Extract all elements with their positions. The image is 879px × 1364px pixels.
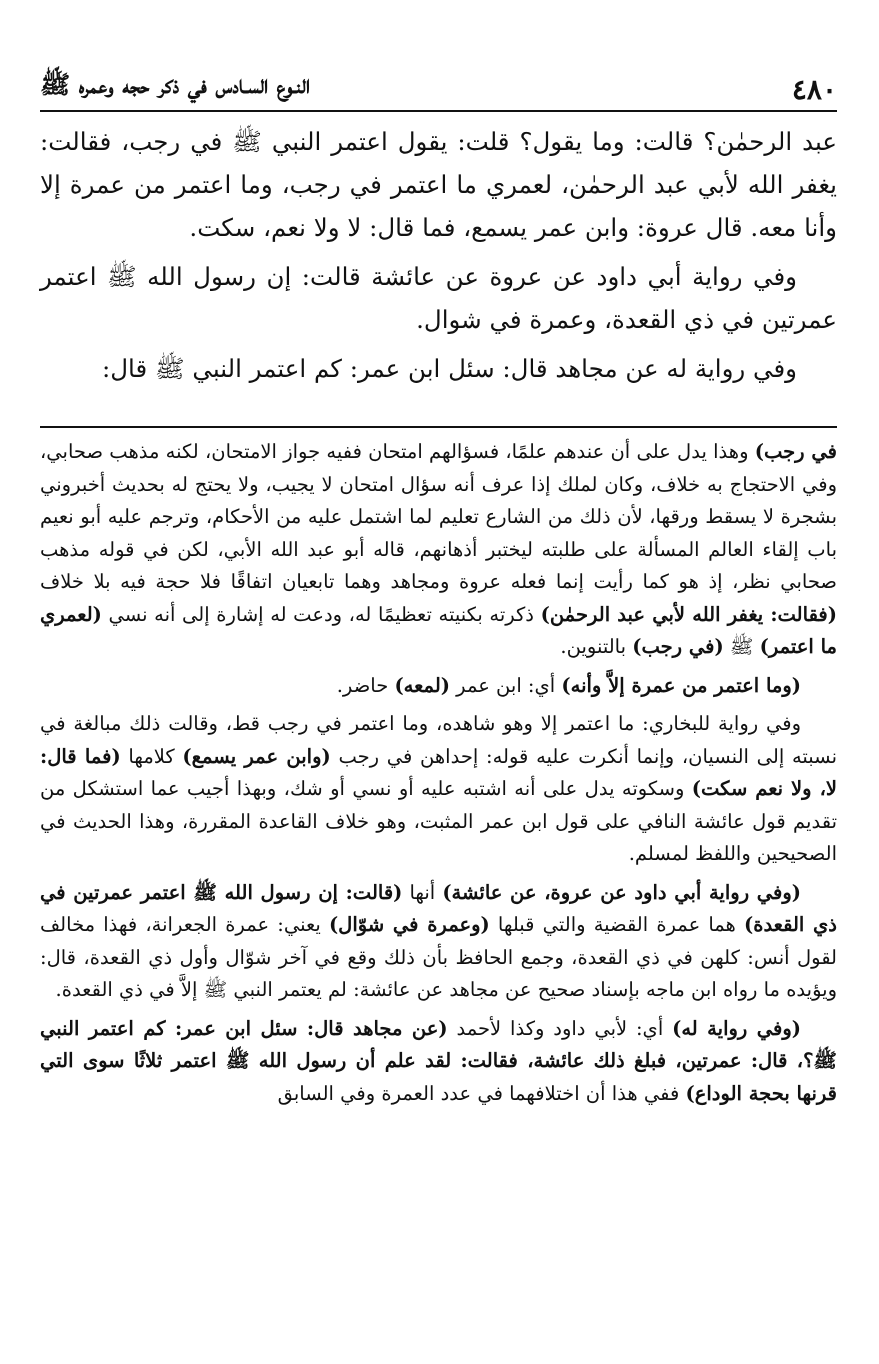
- commentary-text: ففي هذا أن اختلافهما في عدد العمرة وفي السابق: [277, 1081, 686, 1105]
- running-title: النـوع السـادس في ذكر حجه وعمره ﷺ: [40, 70, 311, 99]
- commentary-text: حاضر.: [336, 673, 395, 697]
- commentary-text: أي: لأبي داود وكذا لأحمد: [447, 1016, 673, 1040]
- commentary-paragraph: [40, 436, 837, 664]
- quoted-phrase: (فقالت: يغفر الله لأبي عبد الرحمٰن): [540, 602, 837, 626]
- commentary-text: بالتنوين.: [560, 635, 633, 658]
- quoted-phrase: (فما قال: لا، ولا نعم سكت): [40, 744, 837, 800]
- header-rule: [40, 110, 837, 112]
- commentary-text: هما عمرة القضية والتي قبلها: [489, 913, 744, 936]
- quoted-phrase: (قالت: إن رسول الله ﷺ اعتمر عمرتين في ذي القعدة): [40, 880, 837, 936]
- page-header: [40, 40, 837, 106]
- main-paragraph: وفي رواية أبي داود عن عروة عن عائشة قالت: إن رسول الله ﷺ اعتمر عمرتين في ذي القعدة، وعمرة في شوال.: [40, 262, 837, 334]
- quoted-phrase: (وابن عمر يسمع): [182, 744, 331, 768]
- commentary-text: وفي رواية للبخاري: ما اعتمر إلا وهو شاهده، وما اعتمر في رجب قط، وقالت ذلك مبالغة في نسبته إلى النسيان، وإنما أنكرت عليه قوله: إحداهن في رجب: [40, 712, 838, 768]
- commentary-text: يعني: عمرة الجعرانة، فهذا مخالف لقول أنس: كلهن في ذي القعدة، وجمع الحافظ بأن ذلك وقع في آخر شوّال وأول ذي القعدة، قال: ويؤيده ما رواه ابن ماجه بإسناد صحيح عن مجاهد عن عائشة: لم يعتمر النبي ﷺ إلاَّ في ذي القعدة.: [40, 913, 837, 1001]
- commentary-text: وسكوته يدل على أنه اشتبه عليه أو نسي أو شك، وبهذا أجيب عما استشكل من تقديم قول عائشة النافي على قول ابن عمر المثبت، وهو خلاف القاعدة المقررة، وهذا الحديث في الصحيحين واللفظ لمسلم.: [40, 777, 837, 865]
- main-paragraph: وفي رواية له عن مجاهد قال: سئل ابن عمر: كم اعتمر النبي ﷺ قال:: [102, 354, 797, 383]
- commentary-paragraph: [40, 670, 837, 703]
- quoted-phrase: في رجب): [754, 440, 837, 463]
- quoted-phrase: (وفي رواية أبي داود عن عروة، عن عائشة): [442, 880, 801, 904]
- commentary-notes: [40, 436, 837, 1110]
- quoted-phrase: (لعمري ما اعتمر): [40, 602, 837, 658]
- main-paragraph: عبد الرحمٰن؟ قالت: وما يقول؟ قلت: يقول اعتمر النبي ﷺ في رجب، فقالت: يغفر الله لأبي عبد الرحمٰن، لعمري ما اعتمر في رجب، وما اعتمر من عمرة إلا وأنا معه. قال عروة: وابن عمر يسمع، فما قال: لا ولا نعم، سكت.: [40, 127, 837, 242]
- commentary-text: وهذا يدل على أن عندهم علمًا، فسؤالهم امتحان ففيه جواز الامتحان، لكنه مذهب صحابي، وفي الاحتجاج به خلاف، وكان لملك إذا عرف أنه سؤال امتحان لا يجيب، ولا يحتج له بحديث أخبروني بشجرة لا يسقط ورقها، لأن ذلك من الشارع تعليم لما اشتمل عليه من الأحكام، وترجم عليه أبو نعيم باب إلقاء العالم المسألة على طلبته ليختبر أذهانهم، قاله أبو عبد الله الأبي، لكن في قوله مذهب صحابي نظر، إذ هو كما رأيت إنما فعله عروة ومجاهد وهما تابعيان اتفاقًا فلا حجة فيه بلا خلاف: [40, 440, 837, 593]
- commentary-text: أنها: [402, 880, 443, 904]
- commentary-paragraph: [40, 708, 837, 871]
- page-number: ٤٨٠: [791, 73, 837, 106]
- commentary-text: ذكرته بكنيته تعظيمًا له، ودعت له إشارة إلى أنه نسي: [101, 602, 541, 626]
- quoted-phrase: (عن مجاهد قال: سئل ابن عمر: كم اعتمر النبي ﷺ؟، قال: عمرتين، فبلغ ذلك عائشة، فقالت: لقد علم أن رسول الله ﷺ اعتمر ثلاثًا سوى التي قرنها بحجة الوداع): [40, 1016, 837, 1105]
- commentary-text: أي: ابن عمر: [449, 673, 562, 697]
- quoted-phrase: (وما اعتمر من عمرة إلاَّ وأنه): [561, 673, 801, 697]
- quoted-phrase: (وعمرة في شوّال): [328, 913, 490, 936]
- footnote-rule: [40, 426, 837, 428]
- quoted-phrase: (لمعه): [394, 673, 450, 697]
- quoted-phrase: (في رجب): [632, 635, 724, 658]
- main-text: [40, 120, 837, 390]
- quoted-phrase: (وفي رواية له): [672, 1016, 801, 1040]
- commentary-paragraph: [40, 1013, 837, 1111]
- commentary-text: كلامها: [120, 744, 183, 768]
- commentary-paragraph: [40, 877, 837, 1007]
- commentary-text: ﷺ: [723, 635, 760, 658]
